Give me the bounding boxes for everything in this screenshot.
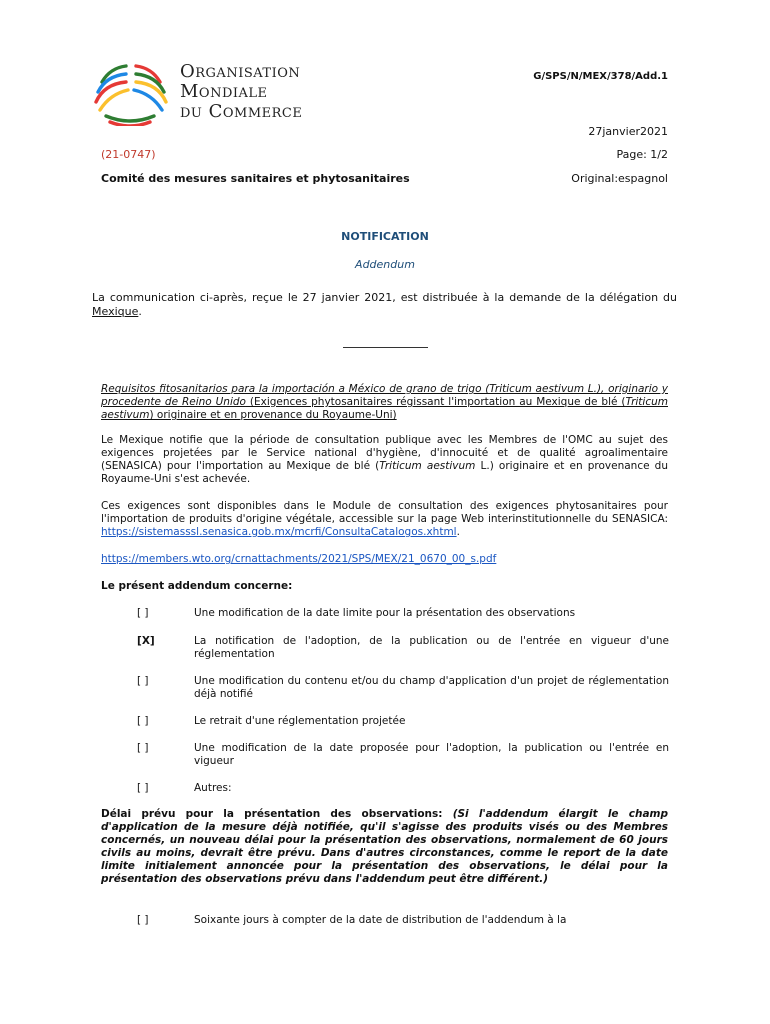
- option-label: Autres:: [194, 782, 232, 794]
- intro-paragraph: [92, 291, 677, 319]
- para1-species: Triticum aestivum: [379, 460, 476, 472]
- option-checkbox[interactable]: [ ]: [137, 607, 149, 619]
- senasica-link[interactable]: https://sistemasssl.senasica.gob.mx/mcrfi/ConsultaCatalogos.xhtml: [101, 526, 457, 538]
- regulation-title-species: Triticum aestivum: [101, 396, 668, 421]
- committee-name: Comité des mesures sanitaires et phytosanitaires: [101, 172, 410, 185]
- document-reference: G/SPS/N/MEX/378/Add.1: [533, 71, 668, 82]
- document-code: (21-0747): [101, 148, 156, 161]
- org-name-line1: Organisation: [180, 61, 301, 82]
- regulation-title-fr-2: ) originaire et en provenance du Royaume-Uni): [149, 409, 397, 421]
- option-checkbox-checked[interactable]: [X]: [137, 635, 155, 647]
- org-name-line2: Mondiale: [180, 81, 268, 102]
- option-checkbox[interactable]: [ ]: [137, 782, 149, 794]
- organisation-name: [180, 62, 302, 122]
- org-name-line3: du Commerce: [180, 101, 303, 122]
- regulation-title-fr-1: (Exigences phytosanitaires régissant l'importation au Mexique de blé (: [245, 396, 626, 408]
- attachment-link-line: [101, 553, 668, 566]
- intro-prefix: La communication ci-après, reçue le 27 janvier 2021, est distribuée à la demande de la délégation du: [92, 291, 677, 304]
- para1-a: Le Mexique notifie que la période de consultation publique avec les Membres de l'OMC au sujet des exigences projetées par le Service national d'hygiène, d'innocuité et de qualité agroalimentaire (SENASICA) pour l'importation au Mexique de blé (: [101, 434, 668, 472]
- para2-a: Ces exigences sont disponibles dans le Module de consultation des exigences phytosanitaires pour l'importation de produits d'origine végétale, accessible sur la page Web interinstitutionnelle du SENASICA:: [101, 500, 668, 525]
- regulation-title: [101, 383, 668, 422]
- para1-b: L.) originaire et en provenance du Royaume-Uni s'est achevée.: [101, 460, 668, 485]
- option-label: Le retrait d'une réglementation projetée: [194, 715, 406, 727]
- attachment-link[interactable]: https://members.wto.org/crnattachments/2021/SPS/MEX/21_0670_00_s.pdf: [101, 553, 497, 565]
- option-checkbox[interactable]: [ ]: [137, 675, 149, 687]
- option-label: La notification de l'adoption, de la publication ou de l'entrée en vigueur d'une réglementation: [194, 635, 669, 660]
- page-number: Page: 1/2: [616, 148, 668, 161]
- consultation-paragraph: [101, 434, 668, 486]
- concerne-heading: Le présent addendum concerne:: [101, 580, 293, 592]
- regulation-title-es: Requisitos fitosanitarios para la importación a México de grano de trigo (Triticum aestivum L.), originario y procedente de Reino Unido: [101, 383, 668, 408]
- document-date: 27janvier2021: [588, 125, 668, 138]
- option-label: Une modification de la date limite pour la présentation des observations: [194, 607, 576, 619]
- option-label: Soixante jours à compter de la date de distribution de l'addendum à la: [194, 914, 567, 926]
- option-checkbox[interactable]: [ ]: [137, 715, 149, 727]
- addendum-subtitle: Addendum: [355, 258, 415, 271]
- section-divider: [343, 347, 428, 348]
- availability-paragraph: [101, 500, 668, 539]
- option-label: Une modification du contenu et/ou du champ d'application d'un projet de réglementation déjà notifié: [194, 675, 669, 700]
- comment-period-text: (Si l'addendum élargit le champ d'application de la mesure déjà notifiée, qu'il s'agisse des produits visés ou des Membres concernés, un nouveau délai pour la présentation des observations, normalement de 60 jours civils au moins, devrait être prévu. Dans d'autres circonstances, comme le report de la date limite initialement annoncée pour la présentation des observations, le délai pour la présentation des observations prévu dans l'addendum peut être différent.): [101, 808, 669, 885]
- option-checkbox[interactable]: [ ]: [137, 914, 149, 926]
- para2-end: .: [456, 526, 460, 538]
- comment-period-paragraph: [101, 808, 668, 886]
- notification-title: NOTIFICATION: [341, 230, 429, 243]
- option-label: Une modification de la date proposée pour l'adoption, la publication ou l'entrée en vigueur: [194, 742, 669, 767]
- original-language: Original:espagnol: [571, 172, 668, 185]
- intro-country: Mexique: [92, 305, 139, 318]
- intro-suffix: .: [138, 305, 142, 318]
- comment-period-lead: Délai prévu pour la présentation des observations:: [101, 808, 453, 820]
- wto-logo-icon: [92, 60, 170, 126]
- option-checkbox[interactable]: [ ]: [137, 742, 149, 754]
